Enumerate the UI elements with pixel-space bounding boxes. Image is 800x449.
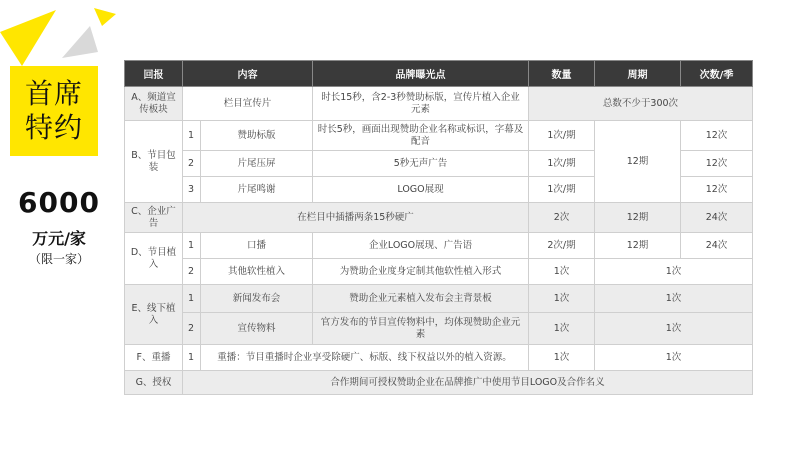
merged-cell: 1次 — [595, 285, 753, 313]
table-row — [125, 233, 753, 259]
period-cell: 12期 — [595, 121, 681, 203]
count-cell: 24次 — [681, 203, 753, 233]
qty-cell: 1次 — [529, 259, 595, 285]
header-cell: 回报 — [125, 61, 183, 87]
price-note: （限一家） — [28, 252, 89, 266]
qty-cell: 1次 — [529, 345, 595, 371]
item-number: 1 — [183, 285, 201, 313]
merged-cell: 总数不少于300次 — [529, 87, 753, 121]
table-row — [125, 87, 753, 121]
row-label: B、节目包装 — [125, 121, 183, 203]
qty-cell: 2次/期 — [529, 233, 595, 259]
header-cell: 内容 — [183, 61, 313, 87]
content-cell: 片尾鸣谢 — [201, 177, 313, 203]
table-row — [125, 345, 753, 371]
qty-cell: 1次 — [529, 285, 595, 313]
header-cell: 品牌曝光点 — [313, 61, 529, 87]
header-cell: 次数/季 — [681, 61, 753, 87]
exposure-cell: 赞助企业元素植入发布会主背景板 — [313, 285, 529, 313]
qty-cell: 2次 — [529, 203, 595, 233]
qty-cell: 1次/期 — [529, 177, 595, 203]
row-label: E、线下植入 — [125, 285, 183, 345]
count-cell: 12次 — [681, 177, 753, 203]
content-cell: 宣传物料 — [201, 313, 313, 345]
price-unit: 万元/家 — [32, 229, 86, 248]
header-cell: 周期 — [595, 61, 681, 87]
content-cell: 在栏目中插播两条15秒硬广 — [183, 203, 529, 233]
item-number: 1 — [183, 345, 201, 371]
item-number: 2 — [183, 259, 201, 285]
period-cell: 12期 — [595, 233, 681, 259]
table-row — [125, 313, 753, 345]
content-cell: 其他软性植入 — [201, 259, 313, 285]
content-cell: 新闻发布会 — [201, 285, 313, 313]
table-row — [125, 371, 753, 395]
table-row — [125, 285, 753, 313]
header-cell: 数量 — [529, 61, 595, 87]
decor-triangle-yellow-large — [0, 10, 60, 66]
merged-cell: 1次 — [595, 259, 753, 285]
item-number: 2 — [183, 313, 201, 345]
price-amount: 6000 — [18, 186, 100, 219]
content-cell: 赞助标版 — [201, 121, 313, 151]
table-row — [125, 259, 753, 285]
row-label: C、企业广告 — [125, 203, 183, 233]
badge-line-2: 特约 — [24, 111, 83, 144]
content-cell: 合作期间可授权赞助企业在品牌推广中使用节目LOGO及合作名义 — [183, 371, 753, 395]
merged-cell: 1次 — [595, 345, 753, 371]
exposure-cell: 5秒无声广告 — [313, 151, 529, 177]
item-number: 2 — [183, 151, 201, 177]
period-cell: 12期 — [595, 203, 681, 233]
content-cell: 重播：节目重播时企业享受除硬广、标版、线下权益以外的植入资源。 — [201, 345, 529, 371]
item-number: 1 — [183, 233, 201, 259]
title-badge — [10, 66, 98, 156]
row-label: D、节目植入 — [125, 233, 183, 285]
qty-cell: 1次/期 — [529, 151, 595, 177]
exposure-cell: LOGO展现 — [313, 177, 529, 203]
item-number: 3 — [183, 177, 201, 203]
content-cell: 栏目宣传片 — [183, 87, 313, 121]
badge-line-1: 首席 — [24, 77, 83, 110]
count-cell: 24次 — [681, 233, 753, 259]
table-header-row — [125, 61, 753, 87]
exposure-cell: 企业LOGO展现、广告语 — [313, 233, 529, 259]
content-cell: 口播 — [201, 233, 313, 259]
row-label: G、授权 — [125, 371, 183, 395]
table-row — [125, 203, 753, 233]
row-label: A、频道宣传板块 — [125, 87, 183, 121]
exposure-cell: 官方发布的节目宣传物料中，均体现赞助企业元素 — [313, 313, 529, 345]
table-row — [125, 121, 753, 151]
decor-triangle-gray — [60, 24, 100, 60]
row-label: F、重播 — [125, 345, 183, 371]
rewards-table — [124, 60, 753, 395]
exposure-cell: 时长15秒，含2-3秒赞助标版，宣传片植入企业元素 — [313, 87, 529, 121]
count-cell: 12次 — [681, 151, 753, 177]
count-cell: 12次 — [681, 121, 753, 151]
qty-cell: 1次 — [529, 313, 595, 345]
item-number: 1 — [183, 121, 201, 151]
merged-cell: 1次 — [595, 313, 753, 345]
exposure-cell: 时长5秒，画面出现赞助企业名称或标识，字幕及配音 — [313, 121, 529, 151]
content-cell: 片尾压屏 — [201, 151, 313, 177]
qty-cell: 1次/期 — [529, 121, 595, 151]
exposure-cell: 为赞助企业度身定制其他软性植入形式 — [313, 259, 529, 285]
